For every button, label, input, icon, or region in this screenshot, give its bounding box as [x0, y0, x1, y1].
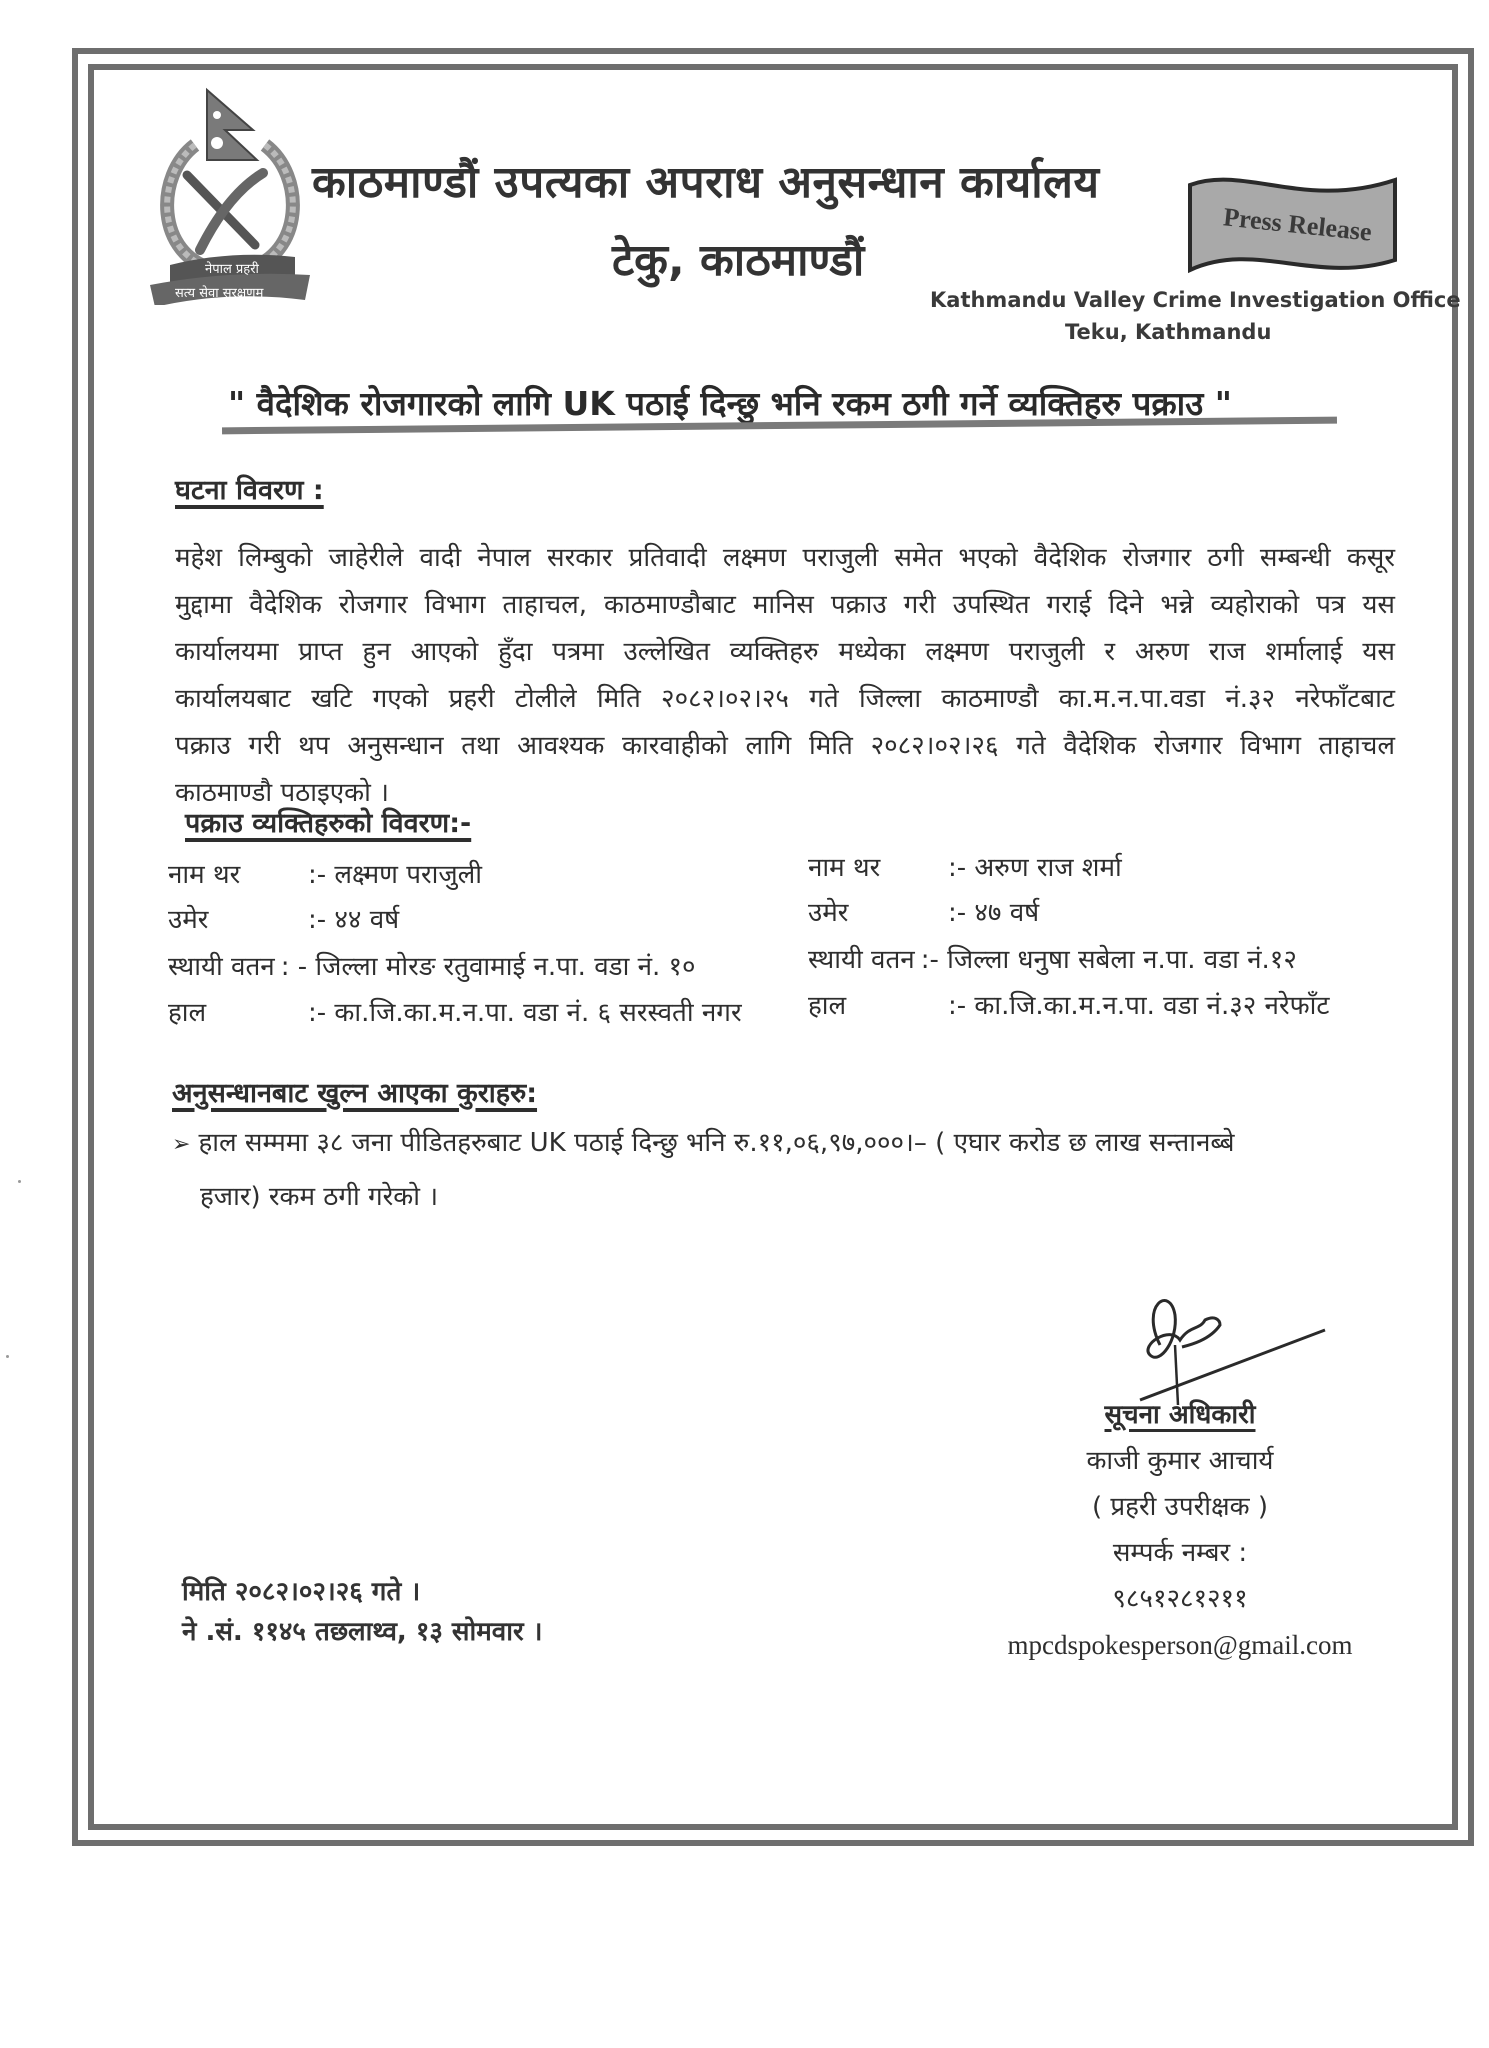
office-location-nepali: टेकु, काठमाण्डौं — [612, 235, 865, 286]
field-label: हाल — [168, 998, 207, 1028]
field-value: :- जिल्ला धनुषा सबेला न.पा. वडा नं.१२ — [920, 945, 1297, 975]
person-field-age — [808, 893, 1039, 929]
contact-email[interactable]: mpcdspokesperson@gmail.com — [1007, 1630, 1353, 1660]
finding-text: हाल सम्ममा ३८ जना पीडितहरुबाट UK पठाई दिन्छु भनि रु.११,०६,९७,०००।– ( एघार करोड छ लाख सन्तानब्बे — [198, 1128, 1235, 1158]
contact-phone: ९८५१२८१२११ — [1112, 1584, 1248, 1614]
field-label: स्थायी वतन — [168, 952, 275, 982]
signatory-name: काजी कुमार आचार्य — [1086, 1446, 1274, 1476]
incident-heading: घटना विवरण : — [175, 475, 324, 506]
person-field-name — [168, 855, 482, 891]
field-label: हाल — [808, 991, 847, 1021]
person-field-current-address — [168, 993, 742, 1029]
incident-line: कार्यालयमा प्राप्त हुन आएको हुँदा पत्रमा उल्लेखित व्यक्तिहरु मध्येका लक्ष्मण पराजुली र अरुण राज शर्मालाई यस — [175, 637, 1395, 667]
office-name-english: Kathmandu Valley Crime Investigation Office — [930, 288, 1461, 312]
field-value: :- का.जि.का.म.न.पा. वडा नं. ६ सरस्वती नगर — [308, 998, 742, 1028]
scan-speck — [18, 1180, 21, 1183]
field-label: उमेर — [808, 898, 849, 928]
field-value: :- ४७ वर्ष — [948, 898, 1040, 928]
contact-label: सम्पर्क नम्बर : — [1112, 1538, 1248, 1568]
date-nepal-sambat: ने .सं. ११४५ तछलाथ्व, १३ सोमवार । — [182, 1617, 543, 1647]
date-bs: मिति २०८२।०२।२६ गते । — [182, 1577, 421, 1607]
press-release-badge — [1185, 170, 1400, 290]
office-location-english: Teku, Kathmandu — [1065, 320, 1272, 344]
office-name-nepali: काठमाण्डौं उपत्यका अपराध अनुसन्धान कार्यालय — [312, 157, 1100, 208]
person-field-age — [168, 900, 399, 936]
person-field-permanent-address — [808, 940, 1297, 976]
field-value: :- ४४ वर्ष — [308, 905, 400, 935]
person-field-permanent-address — [168, 947, 696, 983]
field-label: स्थायी वतन — [808, 945, 915, 975]
signatory-block — [990, 1392, 1370, 1668]
signatory-title: सूचना अधिकारी — [1104, 1400, 1256, 1430]
field-value: : - जिल्ला मोरङ रतुवामाई न.पा. वडा नं. १० — [280, 952, 696, 982]
arrested-heading: पक्राउ व्यक्तिहरुको विवरण:- — [185, 808, 472, 839]
finding-item — [172, 1123, 1234, 1159]
logo-banner-bottom: सत्य सेवा सुरक्षणम् — [175, 286, 264, 301]
person-field-name — [808, 848, 1122, 884]
field-label: नाम थर — [808, 853, 881, 883]
person-field-current-address — [808, 986, 1329, 1022]
field-value: :- अरुण राज शर्मा — [948, 853, 1122, 883]
incident-line: कार्यालयबाट खटि गएको प्रहरी टोलीले मिति २०८२।०२।२५ गते जिल्ला काठमाण्डौ का.म.न.पा.वडा नं.३२ नरेफाँटबाट — [175, 684, 1395, 714]
finding-item-continuation: हजार) रकम ठगी गरेको । — [200, 1182, 439, 1212]
field-label: नाम थर — [168, 860, 241, 890]
incident-line: मुद्दामा वैदेशिक रोजगार विभाग ताहाचल, काठमाण्डौबाट मानिस पक्राउ गरी उपस्थित गराई दिने भन्ने व्यहोराको पत्र यस — [175, 590, 1395, 620]
incident-line: पक्राउ गरी थप अनुसन्धान तथा आवश्यक कारवाहीको लागि मिति २०८२।०२।२६ गते वैदेशिक रोजगार विभाग ताहाचल — [175, 731, 1395, 761]
incident-line: महेश लिम्बुको जाहेरीले वादी नेपाल सरकार प्रतिवादी लक्ष्मण पराजुली समेत भएको वैदेशिक रोजगार ठगी सम्बन्धी कसूर — [175, 543, 1395, 573]
nepal-police-emblem-icon — [145, 85, 320, 305]
scan-speck — [6, 1355, 9, 1358]
logo-banner-top: नेपाल प्रहरी — [205, 262, 259, 277]
field-value: :- लक्ष्मण पराजुली — [308, 860, 483, 890]
signatory-rank: ( प्रहरी उपरीक्षक ) — [1091, 1492, 1269, 1522]
incident-paragraph — [175, 535, 1395, 817]
press-release-label: Press Release — [1221, 202, 1374, 247]
arrowhead-bullet-icon: ➢ — [172, 1132, 191, 1157]
findings-heading: अनुसन्धानबाट खुल्न आएका कुराहरु: — [172, 1078, 538, 1109]
field-label: उमेर — [168, 905, 209, 935]
incident-line: काठमाण्डौ पठाइएको । — [175, 778, 389, 808]
field-value: :- का.जि.का.म.न.पा. वडा नं.३२ नरेफाँट — [948, 991, 1330, 1021]
headline: " वैदेशिक रोजगारको लागि UK पठाई दिन्छु भनि रकम ठगी गर्ने व्यक्तिहरु पक्राउ " — [228, 384, 1232, 423]
